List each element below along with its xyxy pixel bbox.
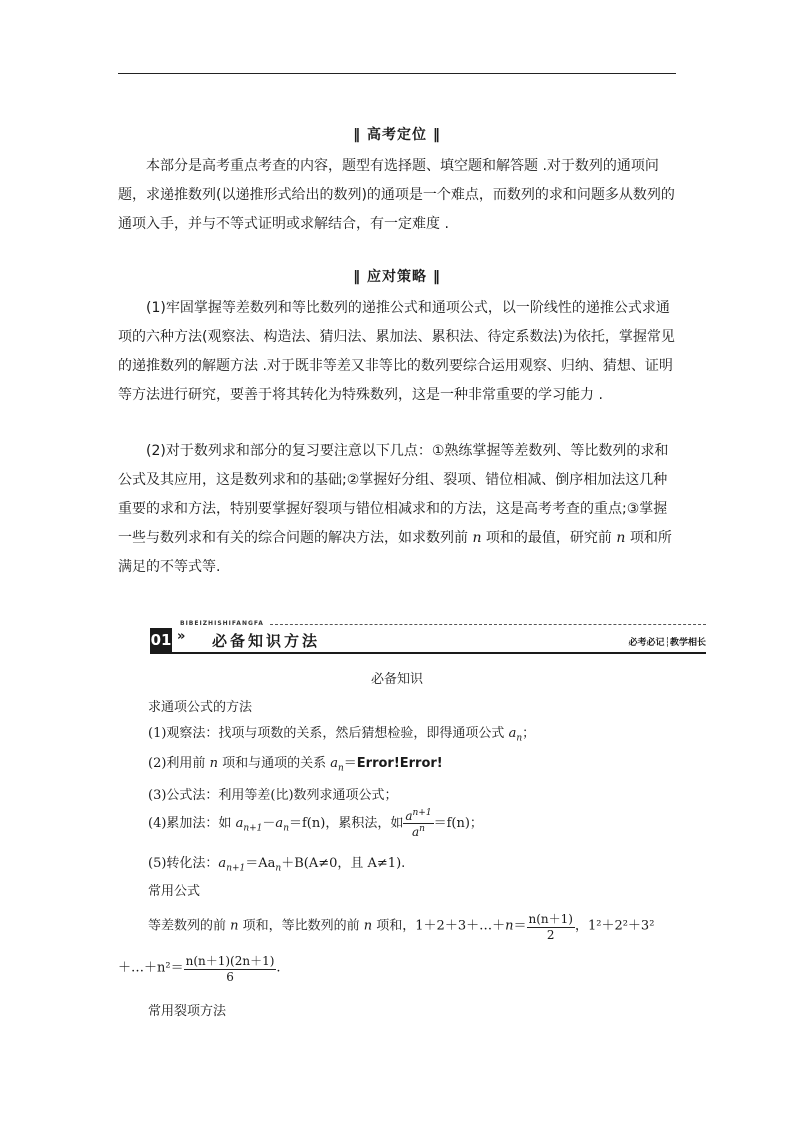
fraction-sum: $\frac{n(n+1)}{2}$	[528, 912, 573, 942]
section-heading-positioning: ‖ 高考定位 ‖	[353, 127, 441, 143]
section-banner	[150, 620, 706, 654]
section-heading-strategy: ‖ 应对策略 ‖	[353, 269, 441, 285]
top-rule	[118, 73, 676, 74]
banner-right-label: 必考必记┆教学相长	[628, 638, 706, 648]
banner-dashed-line	[270, 624, 706, 625]
fraction-square-sum: $\frac{n(n+1)(2n+1)}{6}$	[185, 954, 275, 984]
method-observation: (1)观察法：找项与项数的关系，然后猜想检验，即得通项公式 $a_n$；	[148, 726, 536, 744]
positioning-paragraph	[118, 152, 678, 239]
formula-line-2: ＋…＋n²＝ $\frac{n(n+1)(2n+1)}{6}$ .	[118, 954, 281, 984]
banner-bottom-rule	[150, 652, 706, 654]
fraction-ratio: $\frac{a^{n+1}}{a^n}$	[405, 808, 432, 839]
positioning-text: 本部分是高考重点考查的内容，题型有选择题、填空题和解答题 .对于数列的通项问题，求递推数列(以递推形式给出的数列)的通项是一个难点，而数列的求和问题多从数列的通项入手，并与不等式证明或求解结合，有一定难度 .	[118, 158, 675, 232]
strategy-text-1: (1)牢固掌握等差数列和等比数列的递推公式和通项公式，以一阶线性的递推公式求通项的六种方法(观察法、构造法、猜归法、累加法、累积法、待定系数法)为依托，掌握常见的递推数列的解题方法 .对于既非等差又非等比的数列要综合运用观察、归纳、猜想、证明等方法进行研究，要善于将其转化为特殊数列，这是一种非常重要的学习能力 .	[118, 300, 675, 403]
method-formula: (3)公式法：利用等差(比)数列求通项公式；	[148, 788, 398, 803]
strategy-text-2: (2)对于数列求和部分的复习要注意以下几点：①熟练掌握等差数列、等比数列的求和公式及其应用，这是数列求和的基础;②掌握好分组、裂项、错位相减、倒序相加法这几种重要的求和方法，特别要掌握好裂项与错位相减求和的方法，这是高考考查的重点;③掌握一些与数列求和有关的综合问题的解决方法，如求数列前 n 项和的最值，研究前 n 项和所满足的不等式等.	[118, 443, 672, 575]
method-partial-sum: (2)利用前 n 项和与通项的关系 $a_n=Error!Error$!	[148, 756, 443, 774]
double-chevron-icon: »	[177, 629, 186, 644]
subheading-common-formulas: 常用公式	[148, 884, 201, 899]
knowledge-heading: 必备知识	[370, 672, 423, 687]
banner-number-badge: 01	[150, 628, 172, 652]
method-transformation: (5)转化法：$a_{n+1}=Aa_n+B(A\ne 0$，且 A≠1).	[148, 856, 406, 874]
method-accumulation: (4)累加法：如 $a_{n+1}-a_n=f(n)$，累积法，如 $\frac{a^{n+1}}{a^n}$ ＝f(n)；	[148, 808, 483, 839]
strategy-paragraph-2	[118, 437, 678, 582]
banner-title: 必备知识方法	[212, 632, 321, 650]
banner-pinyin: BIBEIZHISHIFANGFA	[180, 620, 264, 627]
strategy-paragraph-1	[118, 294, 678, 410]
formula-line-1: 等差数列的前 n 项和，等比数列的前 n 项和，1＋2＋3＋…＋n＝ $\frac{n(n+1)}{2}$ ，1²＋2²＋3²	[148, 912, 655, 942]
subheading-split-terms: 常用裂项方法	[148, 1004, 227, 1019]
subheading-general-term: 求通项公式的方法	[148, 700, 253, 715]
